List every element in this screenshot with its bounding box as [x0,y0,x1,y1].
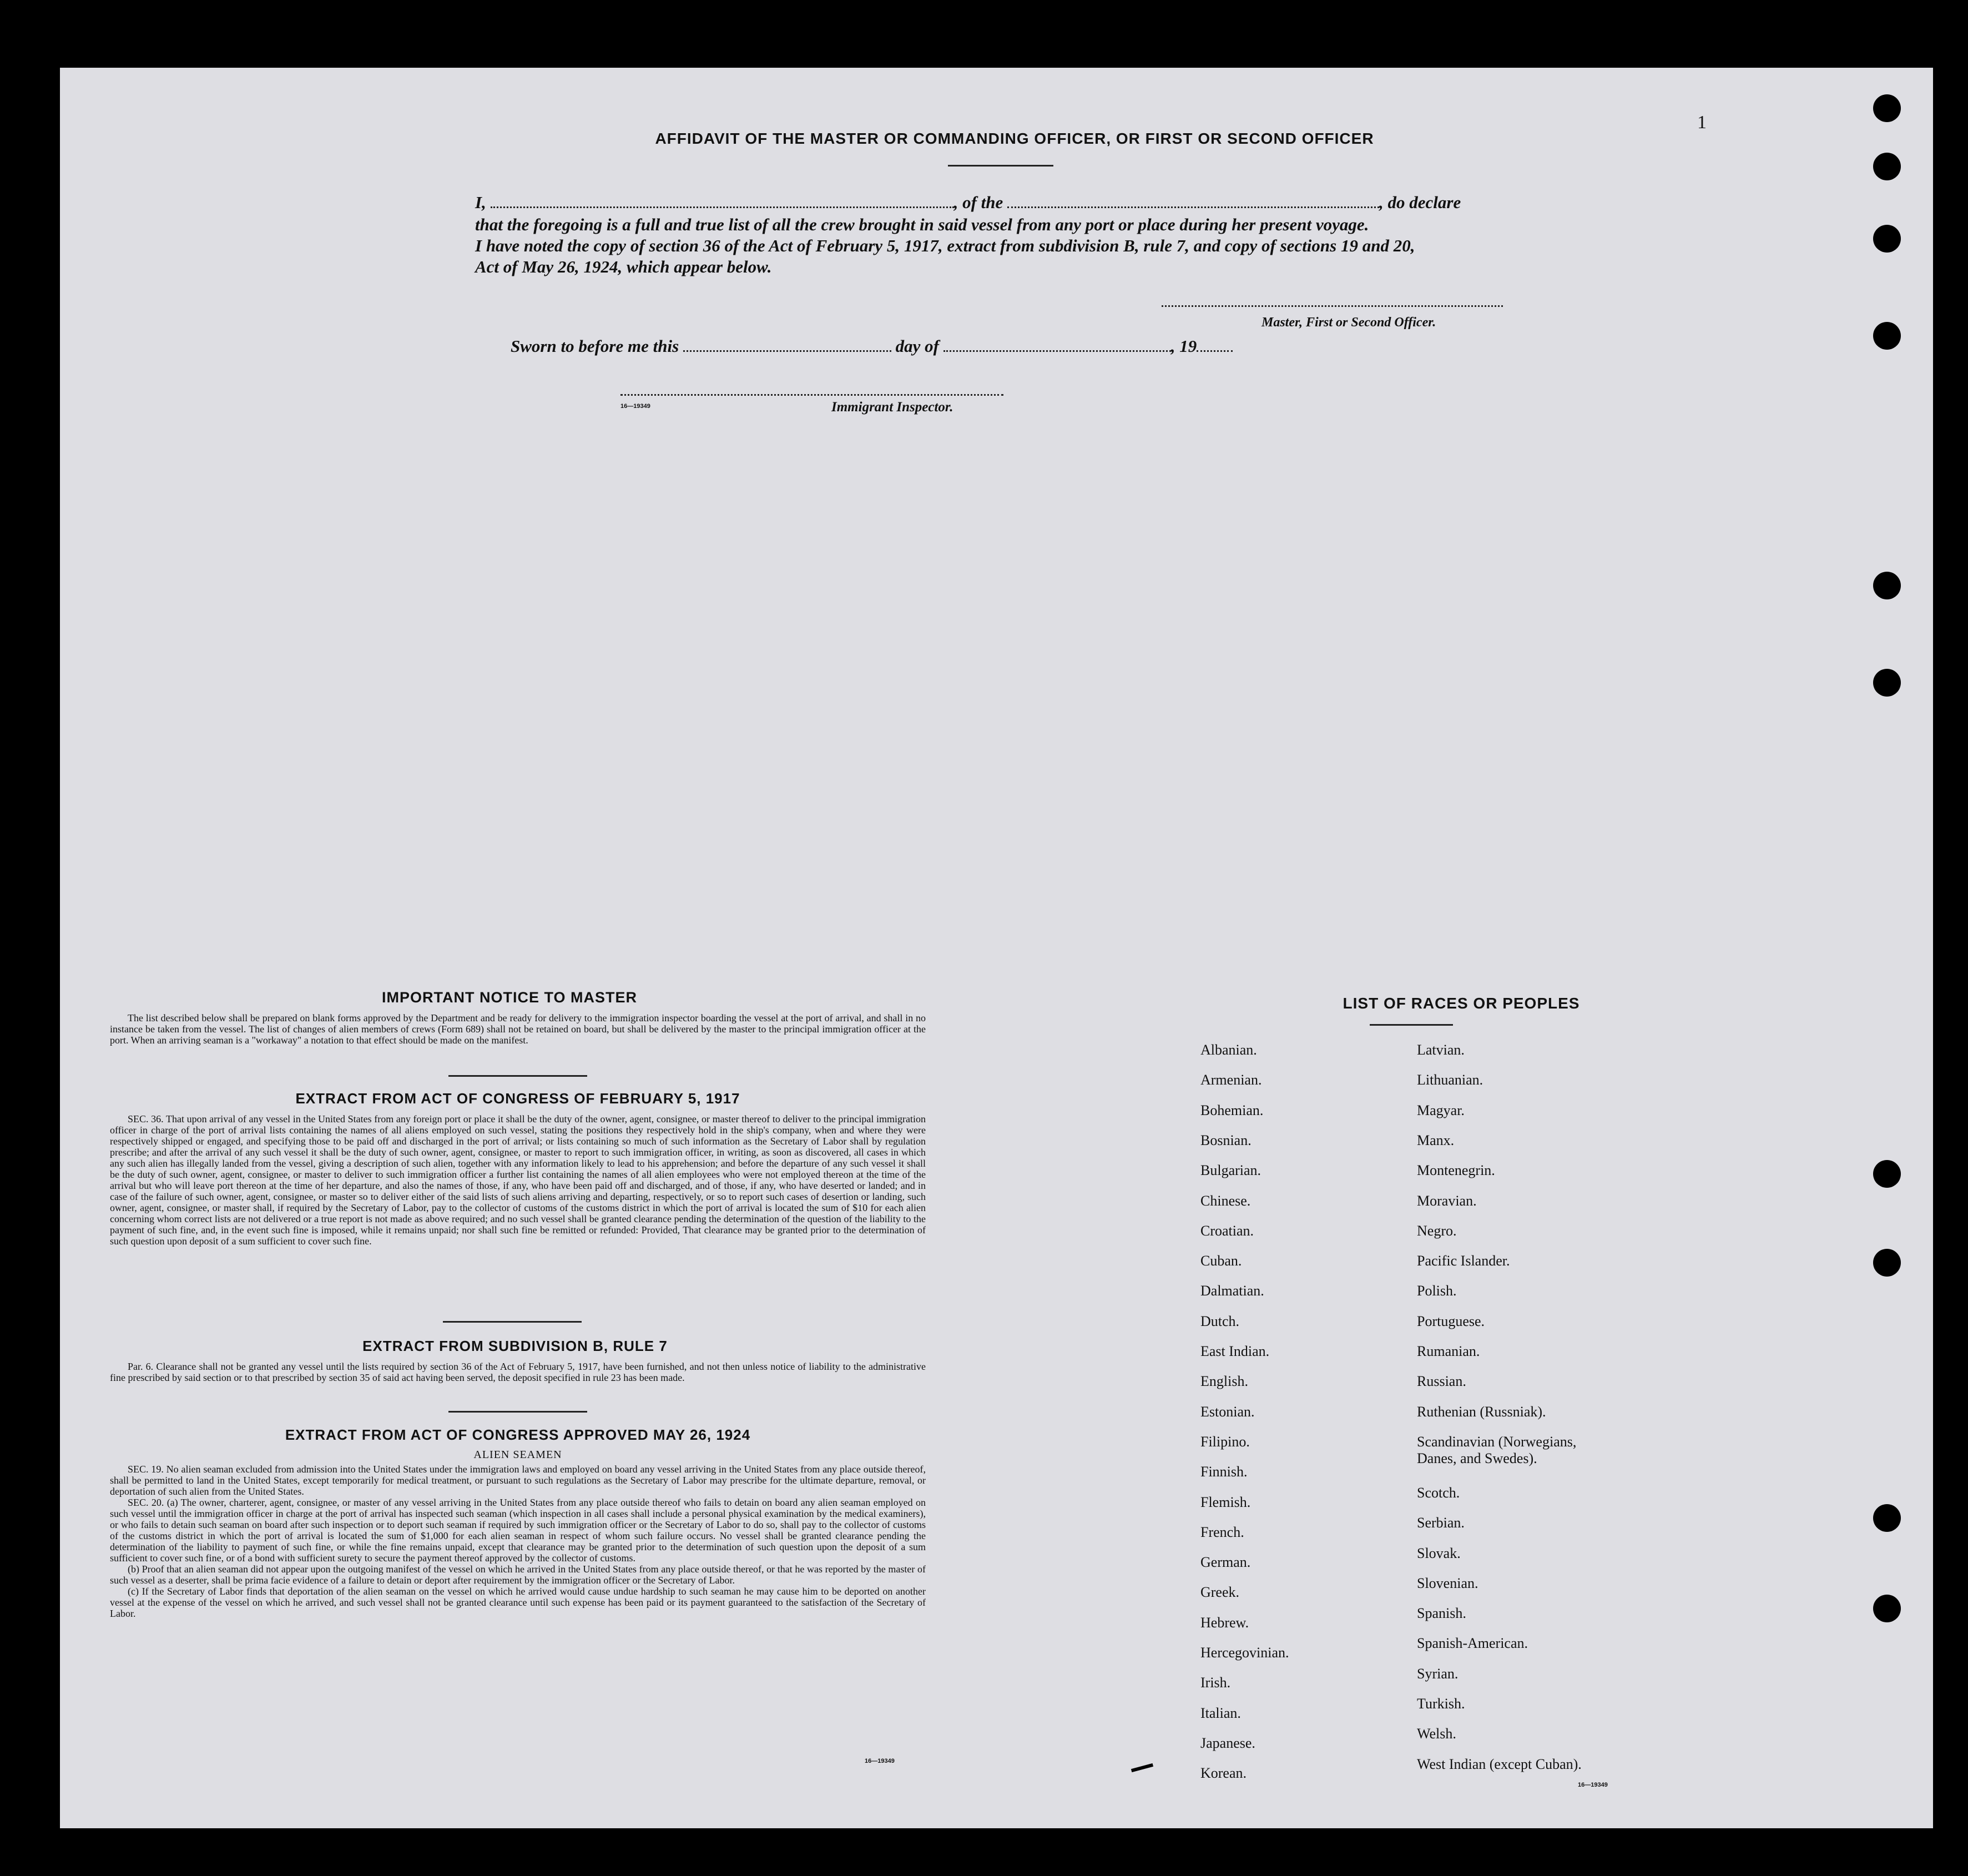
rule7-title: EXTRACT FROM SUBDIVISION B, RULE 7 [362,1338,668,1354]
race-item: Croatian. [1200,1222,1254,1239]
extract-1917-text: SEC. 36. That upon arrival of any vessel in the United States from any foreign port or place it shall be the duty of the owner, agent, consignee, or master thereof to deliver to the principal immigration officer in charge of the port of arrival lists containing the names of all aliens employed on such vessel, stating the positions they respectively hold in the ship's company, when and where they were respectively shipped or engaged, and specifying those to be paid off and discharged in the port of arrival; or lists containing so much of such information as the Secretary of Labor shall by regulation prescribe; and after the arrival of any such vessel it shall be the duty of such owner, agent, consignee, or master to report to such immigration officer, in writing, as soon as discovered, all cases in which any such alien has illegally landed from the vessel, giving a description of such alien, together with any information likely to lead to his apprehension; and before the departure of any such vessel it shall be the duty of such owner, agent, consignee, or master to deliver to such immigration officer a further list containing the names of all alien employees who were not employed thereon at the time of the arrival but who will leave port thereon at the time of her departure, and also the names of those, if any, who have been paid off and discharged, and of those, if any, who have deserted or landed; and in case of the failure of such owner, agent, consignee, or master so to deliver either of the said lists of such aliens arriving and departing, respectively, or so to report such cases of desertion or landing, such owner, agent, consignee, or master shall, if required by the Secretary of Labor, pay to the collector of customs of the customs district in which the port of arrival is located the sum of $10 for each alien concerning whom correct lists are not delivered or a true report is not made as above required; and no such vessel shall be granted clearance pending the determination of the question of the liability to the payment of such fine, and, in the event such fine is imposed, while it remains unpaid; nor shall such fine be remitted or refunded: Provided, That clearance may be granted prior to the determination of such question upon deposit of a sum sufficient to cover such fine. [110,1113,926,1247]
form-sheet [60,68,1933,1828]
race-item: Irish. [1200,1675,1231,1691]
sec19-text: SEC. 19. No alien seaman excluded from admission into the United States under the immigration laws and employed on board any vessel arriving in the United States from any place outside thereof, shall be permitted to land in the United States, except temporarily for medical treatment, or pursuant to such regulations as the Secretary of Labor may prescribe for the ultimate departure, removal, or deportation of such alien from the United States. [110,1464,926,1497]
race-item: Moravian. [1417,1192,1477,1209]
race-item: East Indian. [1200,1343,1270,1359]
sworn-line [511,336,1233,356]
race-item: Korean. [1200,1765,1247,1782]
sworn-month-field[interactable] [943,339,1171,352]
extract-1917-title: EXTRACT FROM ACT OF CONGRESS OF FEBRUARY 5, 1917 [295,1090,740,1107]
race-item: Japanese. [1200,1734,1255,1751]
race-item: Negro. [1417,1222,1457,1239]
declarant-name-field[interactable] [491,195,954,208]
sec20c-text: (c) If the Secretary of Labor finds that deportation of the alien seaman on the vessel on which he arrived would cause undue hardship to such seaman he may cause him to be deported on another vessel at the expense of the vessel on which he arrived, and such vessel shall not be granted clearance until such expense has been paid or its payment guaranteed to the satisfaction of the Secretary of Labor. [110,1586,926,1619]
master-signature-label: Master, First or Second Officer. [1261,315,1436,330]
vessel-name-field[interactable] [1007,195,1379,208]
binder-hole [1873,572,1901,599]
race-item: Rumanian. [1417,1343,1480,1359]
declarant-prefix: I, [475,193,486,212]
race-item: Latvian. [1417,1042,1465,1058]
title-divider [948,165,1053,167]
inspector-label: Immigrant Inspector. [831,400,953,415]
race-item: Scotch. [1417,1484,1460,1501]
binder-hole [1873,669,1901,697]
affidavit-line-4: Act of May 26, 1924, which appear below. [475,257,772,276]
race-item: Danes, and Swedes). [1417,1450,1537,1466]
race-item: German. [1200,1554,1251,1571]
race-item: Dalmatian. [1200,1283,1264,1299]
binder-hole [1873,1160,1901,1188]
affidavit-line-1 [475,193,1461,213]
rule7-text: Par. 6. Clearance shall not be granted any vessel until the lists required by section 36 of the Act of February 5, 1917, have been furnished, and not then unless notice of liability to the administrative fine prescribed by said section or to that prescribed by section 35 of said act having been served, the deposit specified in rule 23 has been made. [110,1361,926,1383]
alien-seamen-subtitle: ALIEN SEAMEN [473,1449,562,1461]
race-item: Manx. [1417,1132,1455,1148]
race-item: Spanish-American. [1417,1635,1528,1652]
day-of-label: day of [895,336,939,356]
do-declare-label: , do declare [1379,193,1461,212]
binder-hole [1873,94,1901,122]
race-item: Lithuanian. [1417,1072,1483,1088]
extract-1924-text [110,1464,926,1619]
race-item: Scandinavian (Norwegians, [1417,1433,1577,1450]
race-item: Dutch. [1200,1313,1240,1329]
notice-text: The list described below shall be prepared on blank forms approved by the Department and be ready for delivery to the immigration inspector boarding the vessel at the port of arrival, and shall in no instance be taken from the vessel. The list of changes of alien members of crews (Form 689) shall not be retained on board, but shall be delivered by the master to the principal immigration officer at the port. When an arriving seaman is a "workaway" a notation to that effect should be made on the manifest. [110,1012,926,1046]
binder-hole [1873,1249,1901,1277]
sworn-prefix: Sworn to before me this [511,336,679,356]
race-item: Flemish. [1200,1494,1251,1510]
race-item: Albanian. [1200,1042,1257,1058]
races-title: LIST OF RACES OR PEOPLES [1343,995,1580,1012]
race-item: Ruthenian (Russniak). [1417,1403,1546,1420]
sec20b-text: (b) Proof that an alien seaman did not appear upon the outgoing manifest of the vessel on which he arrived in the United States from any place outside thereof, or that he was reported by the master of such vessel as a deserter, shall be prima facie evidence of a failure to detain or deport after requirement by the immigration officer or the Secretary of Labor. [110,1564,926,1586]
binder-hole [1873,153,1901,180]
form-number-top: 16—19349 [620,403,650,410]
binder-hole [1873,1504,1901,1532]
binder-hole [1873,322,1901,350]
binder-hole [1873,1595,1901,1622]
races-divider [1370,1024,1453,1026]
race-item: Bohemian. [1200,1102,1264,1118]
notice-title: IMPORTANT NOTICE TO MASTER [382,989,637,1006]
form-number-bottom: 16—19349 [865,1758,895,1764]
scan-artifact [1131,1763,1153,1772]
affidavit-title: AFFIDAVIT OF THE MASTER OR COMMANDING OFFICER, OR FIRST OR SECOND OFFICER [655,130,1374,147]
race-item: English. [1200,1373,1248,1390]
rule7-divider [448,1411,587,1413]
race-item: Chinese. [1200,1192,1251,1209]
race-item: Cuban. [1200,1253,1242,1269]
race-item: Greek. [1200,1584,1240,1601]
sworn-year-field[interactable] [1197,339,1233,352]
race-item: Italian. [1200,1704,1241,1721]
race-item: Hebrew. [1200,1614,1249,1631]
notice-divider [448,1075,587,1077]
form-number-races: 16—19349 [1578,1782,1608,1788]
race-item: French. [1200,1524,1244,1540]
race-item: Bosnian. [1200,1132,1252,1148]
inspector-signature-line[interactable] [620,394,1003,396]
race-item: Montenegrin. [1417,1162,1495,1179]
extract-1917-divider [443,1321,582,1323]
race-item: Bulgarian. [1200,1162,1261,1179]
binder-hole [1873,225,1901,253]
race-item: Syrian. [1417,1665,1459,1682]
of-the-label: , of the [953,193,1003,212]
race-item: Finnish. [1200,1464,1248,1480]
race-item: Slovenian. [1417,1575,1478,1591]
affidavit-line-3: I have noted the copy of section 36 of the Act of February 5, 1917, extract from subdivision B, rule 7, and copy of sections 19 and 20, [475,236,1415,255]
page-mark: 1 [1697,112,1707,133]
race-item: Serbian. [1417,1515,1465,1531]
sworn-day-field[interactable] [683,339,891,352]
race-item: Pacific Islander. [1417,1253,1510,1269]
race-item: Hercegovinian. [1200,1645,1289,1661]
race-item: Slovak. [1417,1545,1461,1561]
race-item: Filipino. [1200,1433,1250,1450]
race-item: Turkish. [1417,1696,1465,1712]
race-item: Armenian. [1200,1072,1262,1088]
race-item: Polish. [1417,1283,1457,1299]
sec20a-text: SEC. 20. (a) The owner, charterer, agent, consignee, or master of any vessel arriving in the United States from any place outside thereof who fails to detain on board any alien seaman employed on such vessel until the immigration officer in charge at the port of arrival has inspected such seaman (which inspection in all cases shall include a personal physical examination by the medical examiners), or who fails to detain such seaman on board after such inspection or to deport such seaman if required by such immigration officer or the Secretary of Labor to do so, shall pay to the collector of customs of the customs district in which the port of arrival is located the sum of $1,000 for each alien seaman in respect of whom such failure occurs. No vessel shall be granted clearance pending the determination of the liability to payment of such fine, or while the fine remains unpaid, except that clearance may be granted prior to the determination of such question upon the deposit of a sum sufficient to cover such fine, or of a bond with sufficient surety to secure the payment thereof approved by the collector of customs. [110,1497,926,1564]
race-item: Estonian. [1200,1403,1255,1420]
race-item: West Indian (except Cuban). [1417,1756,1582,1772]
extract-1924-title: EXTRACT FROM ACT OF CONGRESS APPROVED MAY 26, 1924 [285,1426,751,1443]
affidavit-line-2: that the foregoing is a full and true list of all the crew brought in said vessel from any port or place during her present voyage. [475,215,1369,234]
race-item: Portuguese. [1417,1313,1485,1329]
master-signature-line[interactable] [1162,305,1503,307]
race-item: Magyar. [1417,1102,1465,1118]
race-item: Welsh. [1417,1726,1456,1742]
year-prefix: , 19 [1170,336,1197,356]
race-item: Spanish. [1417,1605,1466,1622]
race-item: Russian. [1417,1373,1466,1390]
